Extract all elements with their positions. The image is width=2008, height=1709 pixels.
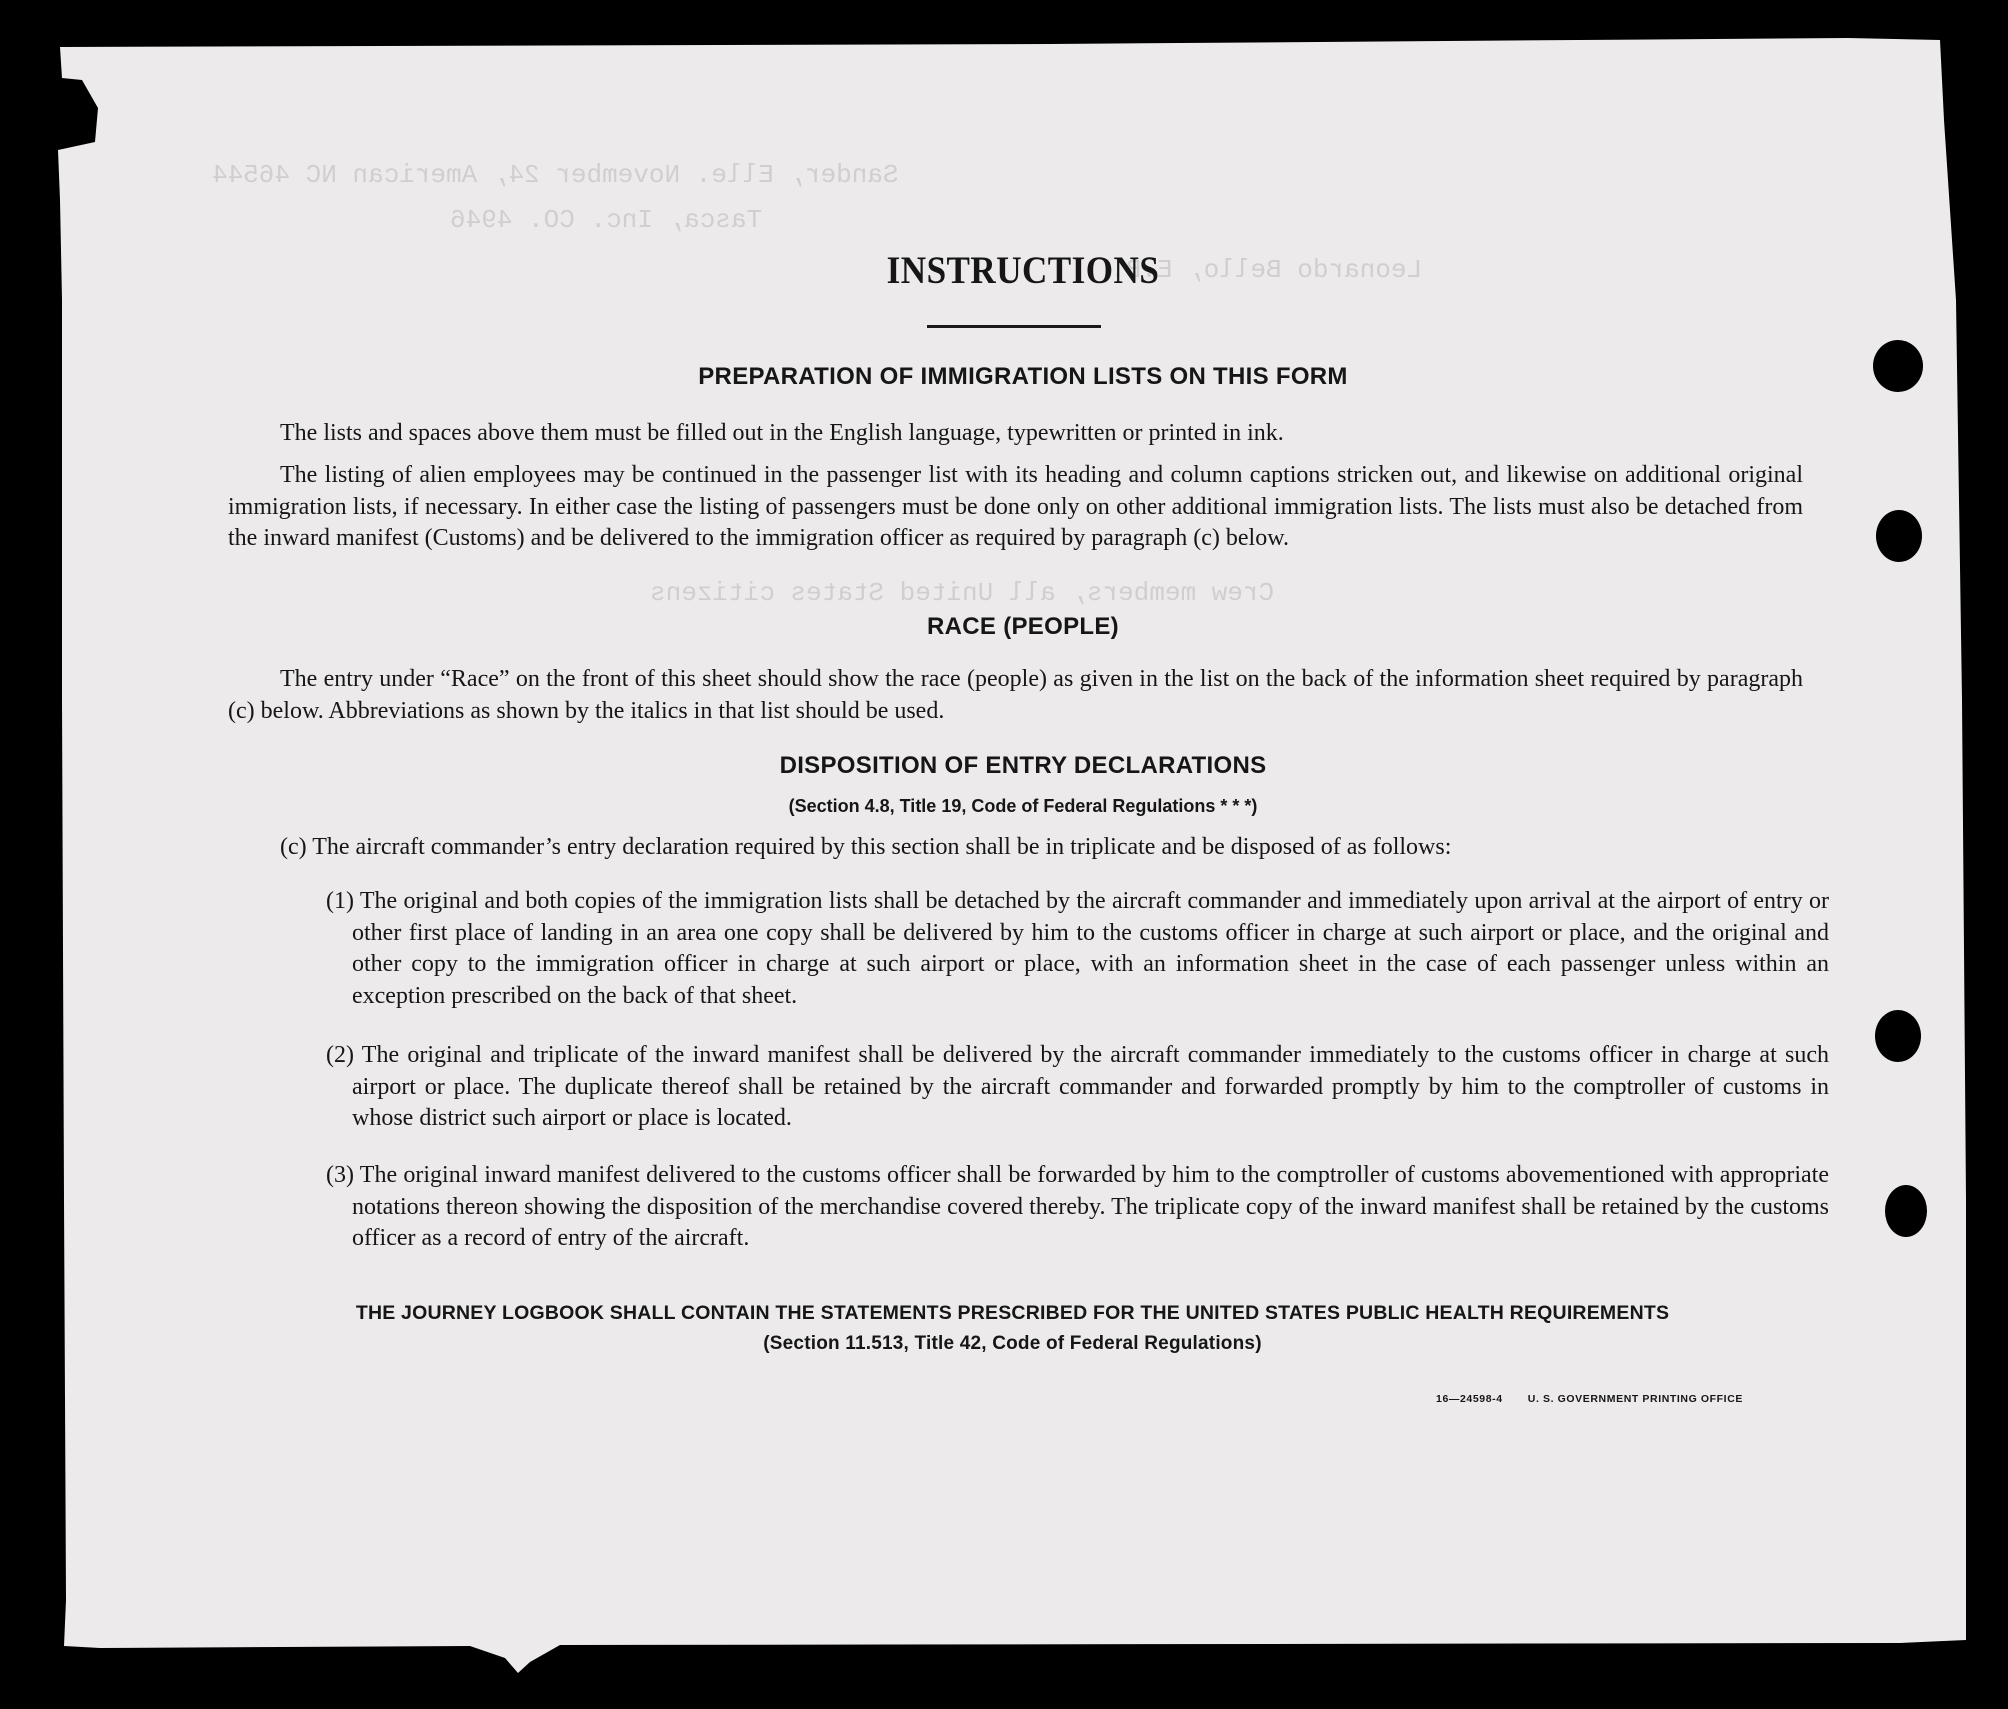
paragraph: The lists and spaces above them must be filled out in the English language, typewritten or printed in ink.	[280, 420, 1284, 446]
footer-statement: THE JOURNEY LOGBOOK SHALL CONTAIN THE STATEMENTS PRESCRIBED FOR THE UNITED STATES PUBLIC HEALTH REQUIREMENTS	[355, 1302, 1670, 1324]
list-item-3: (3) The original inward manifest delivered to the customs officer shall be forwarded by him to the comptroller of customs abovementioned with appropriate notations thereon showing the disposition of the merchandise covered thereby. The triplicate copy of the inward manifest shall be retained by the customs officer as a record of entry of the aircraft.	[326, 1162, 1829, 1251]
paragraph: The entry under “Race” on the front of this sheet should show the race (people) as given in the list on the back of the information sheet required by paragraph (c) below. Abbreviations as shown by the italics in that list should be used.	[228, 666, 1803, 724]
punch-hole	[1885, 1185, 1927, 1237]
paragraph-c: (c) The aircraft commander’s entry declaration required by this section shall be in triplicate and be disposed of as follows:	[280, 834, 1452, 860]
section-heading-preparation: PREPARATION OF IMMIGRATION LISTS ON THIS FORM	[698, 363, 1348, 390]
punch-hole	[1876, 510, 1922, 562]
section-citation: (Section 4.8, Title 19, Code of Federal Regulations * * *)	[788, 796, 1258, 816]
bleed-through-line-4: Crew members, all United States citizens	[650, 578, 1275, 608]
section-heading-disposition: DISPOSITION OF ENTRY DECLARATIONS	[779, 752, 1267, 779]
printer-imprint	[1436, 1393, 1743, 1405]
list-item-2: (2) The original and triplicate of the inward manifest shall be delivered by the aircraft commander immediately to the customs officer in charge at such airport or place. The duplicate thereof shall be retained by the aircraft commander and forwarded promptly by him to the comptroller of customs in whose district such airport or place is located.	[326, 1042, 1829, 1131]
bleed-through-line-2: Tasca, Inc. CO. 4946	[450, 205, 763, 235]
bleed-through-line-3: Leonardo Bello, E.B.	[1110, 255, 1423, 285]
printer-name: U. S. GOVERNMENT PRINTING OFFICE	[1527, 1393, 1743, 1405]
list-item-1: (1) The original and both copies of the immigration lists shall be detached by the aircraft commander and immediately upon arrival at the airport of entry or other first place of landing in an area one copy shall be delivered by him to the customs officer in charge at such airport or place, and the original and other copy to the immigration officer in charge at such airport or place, with an information sheet in the case of each passenger unless within an exception prescribed on the back of that sheet.	[326, 888, 1829, 1009]
printer-code: 16—24598-4	[1436, 1393, 1503, 1405]
title-underline	[927, 325, 1101, 328]
footer-citation: (Section 11.513, Title 42, Code of Federal Regulations)	[763, 1333, 1262, 1354]
punch-hole	[1875, 1010, 1921, 1062]
bleed-through-line-1: Sander, Elle. November 24, American NC 46544	[212, 160, 899, 190]
section-heading-race: RACE (PEOPLE)	[927, 613, 1119, 640]
paragraph: The listing of alien employees may be continued in the passenger list with its heading and column captions stricken out, and likewise on additional original immigration lists, if necessary. In either case the listing of passengers must be done only on other additional immigration lists. The lists must also be detached from the inward manifest (Customs) and be delivered to the immigration officer as required by paragraph (c) below.	[228, 462, 1803, 551]
page-title: INSTRUCTIONS	[886, 249, 1160, 292]
